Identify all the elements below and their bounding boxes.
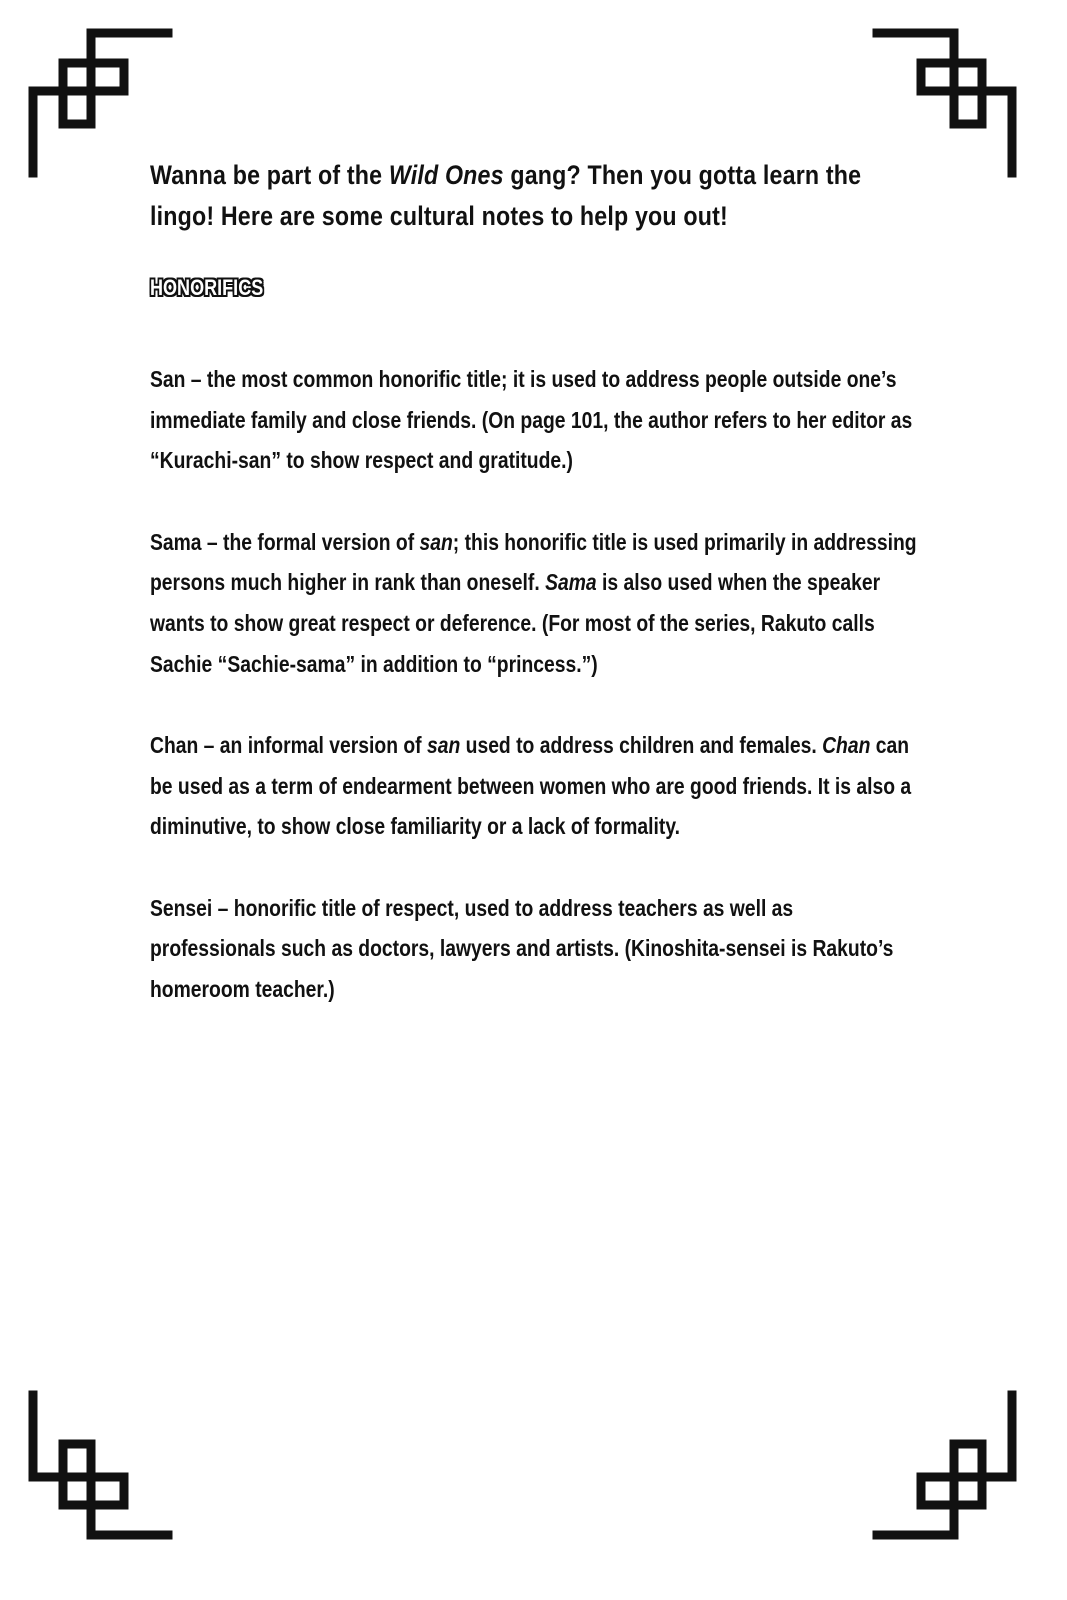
entry-italic-term: san xyxy=(426,731,461,758)
entry-term: Chan xyxy=(150,731,199,758)
honorifics-list xyxy=(150,359,920,1010)
entry-term: San xyxy=(150,366,186,392)
entry-san xyxy=(150,359,919,481)
fret-corner-icon xyxy=(867,1390,1017,1540)
entry-term: Sama xyxy=(150,528,202,555)
entry-definition: – the most common honorific title; it is used to address people outside one’s immediate family and close friends. (On page 101, the author refers to her editor as “Kurachi-san” to show respect and gratitude.) xyxy=(150,366,913,474)
intro-paragraph xyxy=(150,155,920,237)
intro-text-2: gang? Then you gotta learn the lingo! Here are some cultural notes to help you out! xyxy=(150,160,862,231)
entry-term: Sensei xyxy=(150,894,213,921)
series-title: Wild Ones xyxy=(388,160,504,190)
entry-italic-term: Sama xyxy=(545,569,597,596)
entry-definition: – an informal version of xyxy=(198,731,427,758)
corner-ornament-bottom-right xyxy=(867,1390,1017,1540)
entry-definition: – honorific title of respect, used to address teachers as well as professionals such as doctors, lawyers and artists. (Kinoshita-sensei is Rakuto’s homeroom teacher.) xyxy=(150,894,894,1002)
entry-definition: – the formal version of xyxy=(201,528,420,555)
entry-sama xyxy=(150,522,919,685)
section-heading: HONORIFICS xyxy=(150,275,264,300)
entry-italic-term: Chan xyxy=(822,731,871,758)
intro-text-1: Wanna be part of the xyxy=(150,160,389,190)
entry-definition: used to address children and females. xyxy=(460,731,823,758)
entry-italic-term: san xyxy=(419,528,453,555)
entry-definition: ; this honorific title is used primarily in addressing persons much higher in rank than oneself. xyxy=(150,528,917,596)
entry-definition: can be used as a term of endearment between women who are good friends. It is also a diminutive, to show close familiarity or a lack of formality. xyxy=(150,731,912,840)
page-content xyxy=(150,155,920,1050)
corner-ornament-bottom-left xyxy=(28,1390,178,1540)
entry-sensei xyxy=(150,888,919,1010)
entry-definition: is also used when the speaker wants to show great respect or deference. (For most of the series, Rakuto calls Sachie “Sachie-sama” in addition to “princess.”) xyxy=(150,569,881,677)
entry-chan xyxy=(150,725,919,847)
fret-corner-icon xyxy=(28,1390,178,1540)
